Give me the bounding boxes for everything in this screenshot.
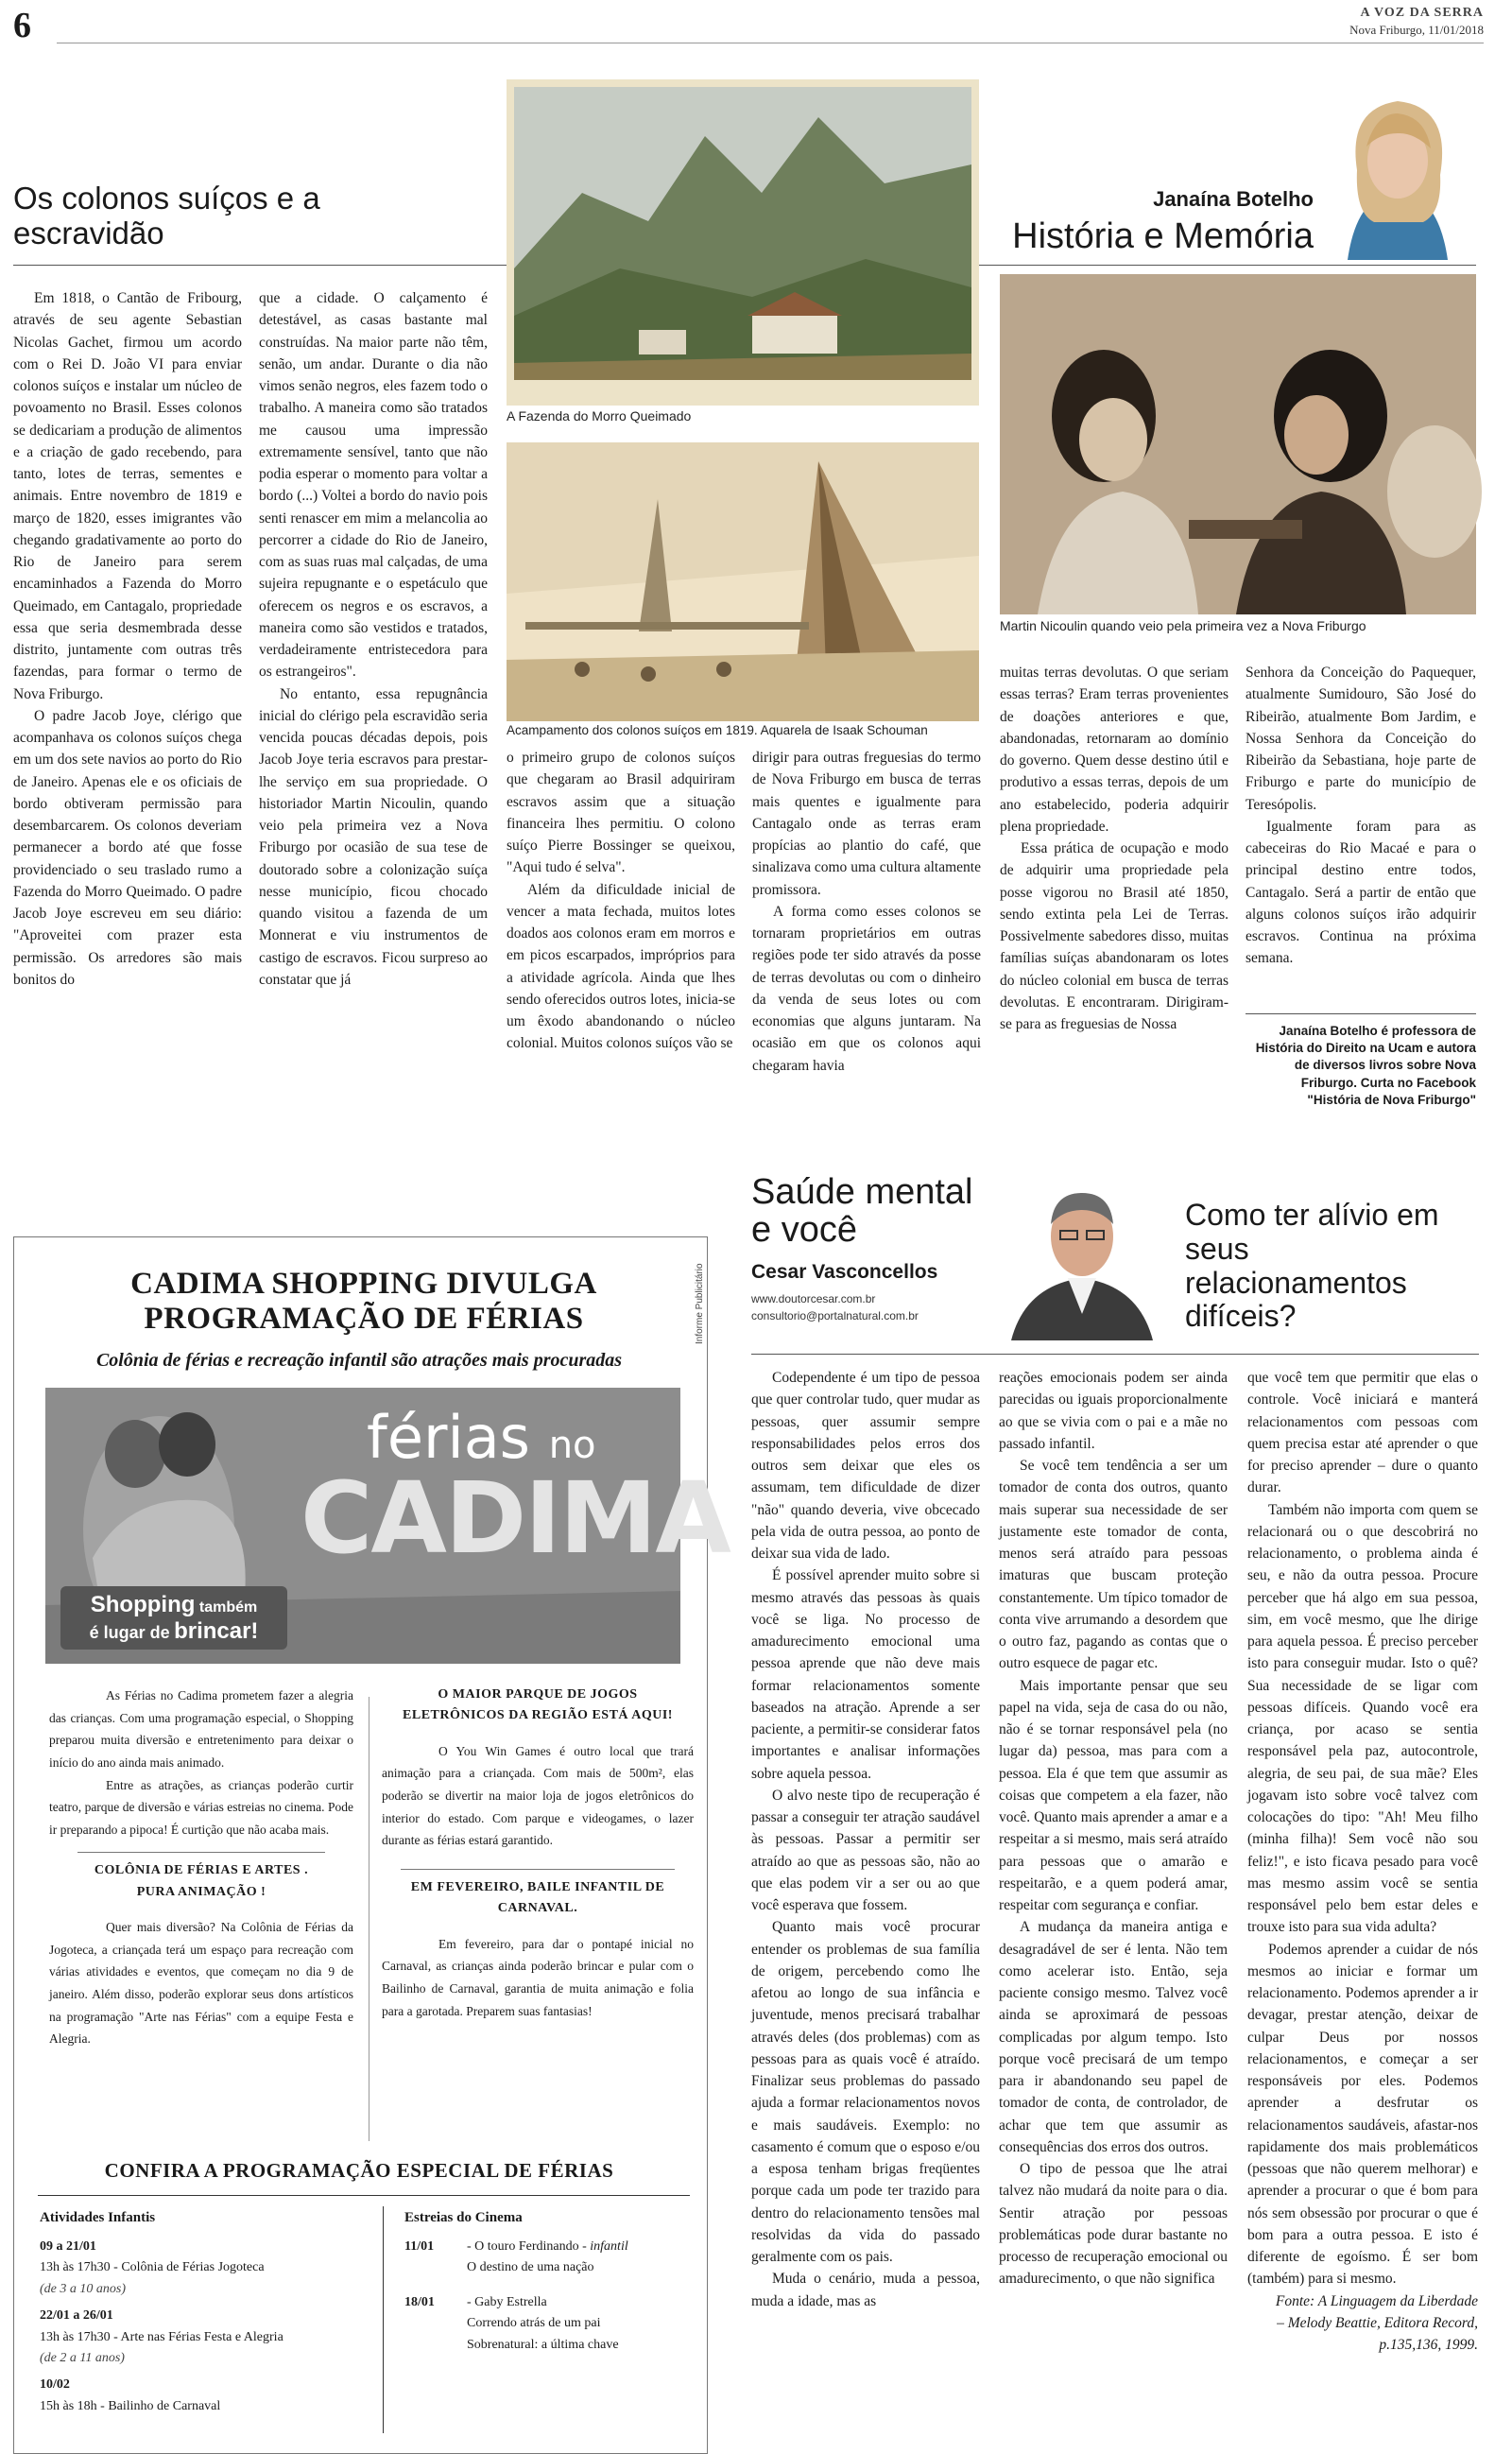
paragraph: Mais importante pensar que seu papel na vida, seja de casa do ou não, não é se tornar responsável pela (no lugar da) pessoa, mas para com a pessoa. Ela é que tem que assumir as coisas que competem a ela fazer, não você. Quanto mais aprender a amar e a respeitar a si mesmo, mais será atraído para pessoas que o amarão e respeitarão, e a quem poderá amar, respeitar com segurança e confiar. [999,1677,1228,1913]
ad-subhead: COLÔNIA DE FÉRIAS E ARTES . PURA ANIMAÇÃO ! [77,1852,325,1903]
paper-name: A VOZ DA SERRA [1360,6,1484,20]
ad-title [38,1267,690,1337]
ad-side-label: Informe Publicitário [695,1263,705,1344]
article1-col-e [1000,662,1228,1035]
schedule-infantis-title: Atividades Infantis [40,2210,156,2225]
header-date: Nova Friburgo, 11/01/2018 [1349,23,1484,37]
headline: Os colonos suíços e a escravidão [13,181,320,251]
cinema-item: 11/01 - O touro Ferdinando - infantil O destino de uma nação [404,2237,697,2279]
paragraph: Senhora da Conceição do Paquequer, atualmente Sumidouro, São José do Ribeirão, atualmente Bom Jardim, e Nossa Senhora da Conceição do Ribeirão da Sebastiana, hoje parte de Friburgo e parte do município de Teresópolis. [1246,665,1476,813]
cinema-title: Correndo atrás de um pai [467,2316,601,2331]
cinema-date: 11/01 [404,2239,435,2254]
paragraph: No entanto, essa repugnância inicial do clérigo pela escravidão seria vencida poucas décadas depois, pois Jacob Joye teria escravos para prestar-lhe serviço em sua propriedade. O historiador Martin Nicoulin, quando veio pela primeira vez a Nova Friburgo por ocasião de sua tese de doutorado sobre a colonização suíça nesse município, ficou chocado quando visitou a fazenda de um Monnerat e viu instrumentos de castigo de escravos. Ficou surpreso ao constatar que já [259,685,488,988]
banner-lugar: é lugar de [89,1622,170,1642]
fazenda-painting [507,79,979,406]
author-email: consultorio@portalnatural.com.br [751,1309,919,1322]
paragraph: dirigir para outras freguesias do termo de Nova Friburgo em busca de terras mais quentes e igualmente para Cantagalo onde as terras eram propícias ao plantio do café, que sinalizava como uma cultura altamente promissora. [752,750,981,898]
paragraph: Além da dificuldade inicial de vencer a mata fechada, muitos lotes doados aos colonos eram em morros e em picos escarpados, impróprios para a atividade agrícola. Ainda que lhes sendo oferecidos outros lotes, inicia-se um êxodo abandonando o núcleo colonial. Muitos colonos suíços vão se [507,881,735,1052]
paragraph: Se você tem tendência a ser um tomador de conta dos outros, quanto mais superar sua necessidade de ser justamente este tomador de conta, menos será atraído para pessoas imaturas que buscam proteção constantemente. Um típico tomador de conta vive arrumando a desordem que o outro faz, pagando as contas que o outro esquece de pagar etc. [999,1458,1228,1672]
schedule-item [40,2306,366,2369]
schedule-date: 10/02 [40,2377,70,2393]
cinema-title: O destino de uma nação [467,2260,594,2275]
banner-brincar: brincar! [174,1617,259,1644]
paragraph: muitas terras devolutas. O que seriam essas terras? Eram terras provenientes de doações anteriores e que, abandonadas, retornaram ao domínio do governo. Quem desse destino útil e produtivo a essas terras, depois de um ano estabelecido, poderia adquirir plena propriedade. [1000,665,1228,835]
author-bio: Janaína Botelho é professora de História do Direito na Ucam e autora de diversos livros sobre Nova Friburgo. Curta no Facebook "História de Nova Friburgo" [1255,1024,1476,1107]
paragraph: Podemos aprender a cuidar de nós mesmos ao iniciar e formar um relacionamento. Podemos aprender a ir devagar, prestar atenção, deixar de culpar Deus por nossos relacionamentos, e começar a ser responsáveis por eles. Podemos aprender a desfrutar os relacionamentos saudáveis, afastar-nos rapidamente dos mais problemáticos (pessoas que não querem melhorar) e aprender a procurar o que é bom para nós sem obsessão por procurar o que é bom para a outra pessoa. E isto é diferente de egoísmo. É ser bom (também) para si mesmo. [1247,1941,1478,2288]
schedule-date: 09 a 21/01 [40,2239,96,2254]
paragraph: Igualmente foram para as cabeceiras do Rio Macaé e para o principal destino entre todos, Cantagalo. Será a partir de então que alguns colonos suíços irão adquirir escravos. Continua na próxima semana. [1246,818,1476,967]
section-line1: Saúde mental [751,1172,973,1212]
section-title-2 [751,1174,1016,1250]
caption-acampamento: Acampamento dos colonos suíços em 1819. Aquarela de Isaak Schouman [507,723,928,737]
cinema-date: 18/01 [404,2294,435,2309]
banner-slogan [60,1586,287,1650]
article2-col-c [1247,1367,1478,2356]
cinema-tag: infantil [590,2239,628,2254]
article1-col-b [259,287,488,991]
article2-col-b [999,1367,1228,2290]
ad-right-col [382,1685,694,2022]
ad-subtitle: Colônia de férias e recreação infantil são atrações mais procuradas [95,1350,623,1371]
paragraph: Em 1818, o Cantão de Fribourg, através de seu agente Sebastian Nicolas Gachet, firmou um acordo com o Rei D. João VI para enviar colonos suíços e instalar um núcleo de povoamento no Brasil. Esses colonos se dedicariam a produção de alimentos e a criação de gado recebendo, para tanto, lotes de terras, sementes e animais. Entre novembro de 1819 e março de 1820, esses imigrantes vão chegando gradativamente ao porto do Rio de Janeiro para serem encaminhados a Fazenda do Morro Queimado, em Cantagalo, propriedade essa que seria desmembrada desse distrito, juntamente com outras três fazendas, para formar o termo de Nova Friburgo. [13,290,242,702]
banner-tambem: também [198,1599,258,1616]
schedule-date: 22/01 a 26/01 [40,2308,113,2324]
page-number: 6 [13,6,31,45]
schedule-desc: 13h às 17h30 - Colônia de Férias Jogoteca [40,2260,265,2275]
author-name: Janaína Botelho [1153,187,1314,211]
acampamento-painting [507,442,979,721]
ad-subhead: O MAIOR PARQUE DE JOGOS ELETRÔNICOS DA REGIÃO ESTÁ AQUI! [403,1687,673,1723]
ad-paragraph: Quer mais diversão? Na Colônia de Férias da Jogoteca, a criançada terá um espaço para recreação com várias atividades e eventos, que começam no dia 9 de janeiro. Além disso, poderão explorar seus dons artísticos na programação "Arte nas Férias" com a equipe Festa e Alegria. [49,1920,353,2047]
schedule-note: (de 2 a 11 anos) [40,2350,125,2365]
caption-nicoulin: Martin Nicoulin quando veio pela primeira vez a Nova Friburgo [1000,618,1366,633]
caption-fazenda: A Fazenda do Morro Queimado [507,408,692,423]
banner-no-word: no [548,1424,596,1467]
paragraph: O tipo de pessoa que lhe atrai talvez não mudará da noite para o dia. Sentir atração por pessoas problemáticas pode durar bastante no processo de recuperação emocional ou amadurecimento, o que não significa [999,2161,1228,2288]
ad-title-line1: CADIMA SHOPPING DIVULGA [130,1267,597,1301]
schedule-desc: 15h às 18h - Bailinho de Carnaval [40,2398,221,2413]
cinema-title: Gaby Estrella [474,2294,547,2309]
paragraph: o primeiro grupo de colonos suíços que chegaram ao Brasil adquiriram escravos assim que a situação financeira lhes permitiu. O colono suíço Pierre Bossinger se queixou, "Aqui tudo é selva". [507,750,735,876]
article2-col-a [751,1367,980,2312]
nicoulin-photo [1000,274,1476,614]
paragraph: Essa prática de ocupação e modo de adquirir uma propriedade pela posse vigorou no Brasil até 1850, sendo extinta pela Lei de Terras. Possivelmente sabedores disso, muitas famílias suíças abandonaram os lotes do núcleo colonial em busca de terras devolutas. E encontraram. Dirigiram-se para as freguesias de Nossa [1000,840,1228,1032]
article1-col-c [507,747,735,1055]
ad-paragraph: As Férias no Cadima prometem fazer a alegria das crianças. Com uma programação especial, o Shopping preparou muita diversão e entretenimento para deixar o início do ano ainda mais animado. [49,1688,353,1770]
schedule-divider [383,2206,384,2433]
schedule-cinema-title: Estreias do Cinema [404,2210,523,2225]
ad-paragraph: Entre as atrações, as crianças poderão curtir teatro, parque de diversão e várias estreias no cinema. Pode ir preparando a pipoca! É curtição que não acaba mais. [49,1777,353,1837]
schedule-desc: 13h às 17h30 - Arte nas Férias Festa e Alegria [40,2329,284,2344]
ad-subhead: EM FEVEREIRO, BAILE INFANTIL DE CARNAVAL. [401,1869,675,1920]
author-name-2: Cesar Vasconcellos [751,1261,938,1283]
source-note: Fonte: A Linguagem da Liberdade – Melody Beattie, Editora Record, p.135,136, 1999. [1275,2292,1478,2353]
ad-paragraph: Em fevereiro, para dar o pontapé inicial no Carnaval, as crianças ainda poderão brincar e pular com o Bailinho de Carnaval, garantia de muita animação e folia para a garotada. Preparem suas fantasias! [382,1936,694,2018]
headline-2: Como ter alívio em seus relacionamentos difíceis? [1185,1198,1439,1334]
section-title: História e Memória [1012,216,1314,256]
section-line2: e você [751,1209,857,1250]
paragraph: A forma como esses colonos se tornaram proprietários em outras regiões pode ter sido através da posse de terras devolutas ou com o dinheiro da venda de seus lotes ou com economias que alguns juntaram. Na ocasião em que os colonos aqui chegaram havia [752,903,981,1074]
article1-col-d [752,747,981,1077]
paragraph: O padre Jacob Joye, clérigo que acompanhava os colonos suíços chega em um dos sete navios ao porto do Rio de Janeiro. Apenas ele e os oficiais de bordo obtiveram permissão para desembarcarem. Os colonos deveriam permanecer a bordo até que fosse providenciado o seu traslado rumo a Fazenda do Morro Queimado. O padre Jacob Joye escreveu em seu diário: "Aproveitei com prazer esta permissão. Os arredores são mais bonitos do [13,707,242,988]
paragraph: Também não importa com quem se relacionará ou o que descobrirá no relacionamento, o problema ainda é seu, e não da outra pessoa. Procure perceber que há algo em sua pessoa, sim, em você mesmo, que lhe dirige para aquela pessoa. É preciso perceber isto para conseguir mudar. Isto o quê? Sua necessidade de se ligar com pessoas difíceis. Quando você era criança, por acaso se sentia responsável pela paz, autocontrole, alegria, de seu pai, de sua mãe? Eles jogavam isto sobre você talvez com colocações do tipo: "Ah! Meu filho (minha filha)! Sem você não sou feliz!", e isto ficava pesado para você mas mesmo assim você se sentia responsável pelo bem estar deles e trouxe isto para sua vida adulta? [1247,1501,1478,1936]
schedule-item [40,2237,366,2300]
ad-title-line2: PROGRAMAÇÃO DE FÉRIAS [144,1301,584,1336]
headline-rule-2 [751,1354,1479,1355]
schedule-infantis [40,2206,366,2417]
ad-confira: CONFIRA A PROGRAMAÇÃO ESPECIAL DE FÉRIAS [104,2159,614,2182]
author-photo [1319,80,1476,260]
ad-banner [45,1388,730,1664]
author-photo-2 [1002,1172,1162,1340]
ad-paragraph: O You Win Games é outro local que trará animação para a criançada. Com mais de 500m², elas poderão se divertir na maior loja de jogos eletrônicos do interior do estado. Com parque e videogames, o lazer durante as férias estará garantido. [382,1743,694,1848]
paragraph: Quanto mais você procurar entender os problemas de sua família de origem, percebendo como lhe afetou ao longo de sua infância e juventude, menos precisará trabalhar através deles (dos problemas) com as pessoas para as quais você é atraído. Finalizar seus problemas do passado ajuda a formar relacionamentos novos e mais saudáveis. Exemplo: no casamento é comum que o esposo e/ou a esposa tenham brigas freqüentes porque cada um pode ter trazido para dentro do relacionamento tensões mal resolvidas da vida do passado geralmente com os pais. [751,1919,980,2265]
paragraph: A mudança da maneira antiga e desagradável de ser é lenta. Não tem como acelerar isto. Então, seja paciente consigo mesmo. Talvez você ainda se aproximará de pessoas complicadas por algum tempo. Isto porque você precisará de um tempo para ir abandonando seu papel de tomador de conta, de controlador, de achar que tem que assumir as consequências dos erros dos outros. [999,1919,1228,2155]
schedule-cinema [404,2206,697,2356]
author-site: www.doutorcesar.com.br [751,1292,876,1305]
banner-cadima: CADIMA [301,1460,730,1576]
paragraph: É possível aprender muito sobre si mesmo através das pessoas às quais você se liga. No processo de amadurecimento emocional uma pessoa aprende que não deve mais formar relacionamentos somente baseados na atração. Aprende a ser paciente, a permitir-se considerar fatos importantes e analisar informações sobre aquela pessoa. [751,1567,980,1782]
cinema-item: 18/01 - Gaby Estrella Correndo atrás de um pai Sobrenatural: a última chave [404,2292,697,2356]
article1-col-f [1246,662,1476,970]
schedule-note: (de 3 a 10 anos) [40,2281,126,2296]
paragraph: reações emocionais podem ser ainda parecidas ou iguais proporcionalmente ao que se vivia com o pai e a mãe no passado infantil. [999,1370,1228,1452]
paragraph: que a cidade. O calçamento é detestável, as casas bastante mal construídas. Na maior parte não têm, senão, um andar. Durante o dia não vimos senão negros, eles fazem todo o trabalho. A maneira como são tratados me causou uma impressão extremamente sensível, tanto que não podia esperar o momento para voltar a bordo (...) Voltei a bordo do navio pois senti renascer em mim a melancolia ao percorrer a cidade do Rio de Janeiro, com as suas ruas mal calçadas, de uma sujeira repugnante e o espetáculo que oferecem os negros e os escravos, a maneira como são vestidos e tratados, verdadeiramente entristecedora para os estrangeiros". [259,290,488,681]
paragraph: Codependente é um tipo de pessoa que quer controlar tudo, quer mudar as pessoas, quer assumir sempre responsabilidades pelos erros dos outros sem deixar que eles os assumam, tem dificuldade de dizer "não" quando deveria, vive obcecado pela vida de outra pessoa, ao ponto de deixar sua vida de lado. [751,1370,980,1562]
paragraph: O alvo neste tipo de recuperação é passar a conseguir ter atração saudável às pessoas. Passar a permitir ser atraído ao que as pessoas são, não ao que elas podem vir a ser ou ao que você esperava que fossem. [751,1787,980,1913]
ad-schedule-rule [38,2195,690,2196]
cinema-title: Sobrenatural: a última chave [467,2337,619,2352]
schedule-item [40,2375,366,2417]
banner-shopping: Shopping [90,1592,196,1617]
paragraph: Muda o cenário, muda a pessoa, muda a idade, mas as [751,2271,980,2309]
article1-col-a [13,287,242,991]
paragraph: que você tem que permitir que elas o controle. Você iniciará e manterá relacionamentos com pessoas com quem precisa estar até aprender o que for preciso aprender – dure o quanto durar. [1247,1370,1478,1496]
banner-ferias-word: férias [367,1403,530,1472]
bio-rule [1246,1013,1476,1014]
ad-left-col [49,1685,353,2050]
cinema-title: O touro Ferdinando [474,2239,579,2254]
